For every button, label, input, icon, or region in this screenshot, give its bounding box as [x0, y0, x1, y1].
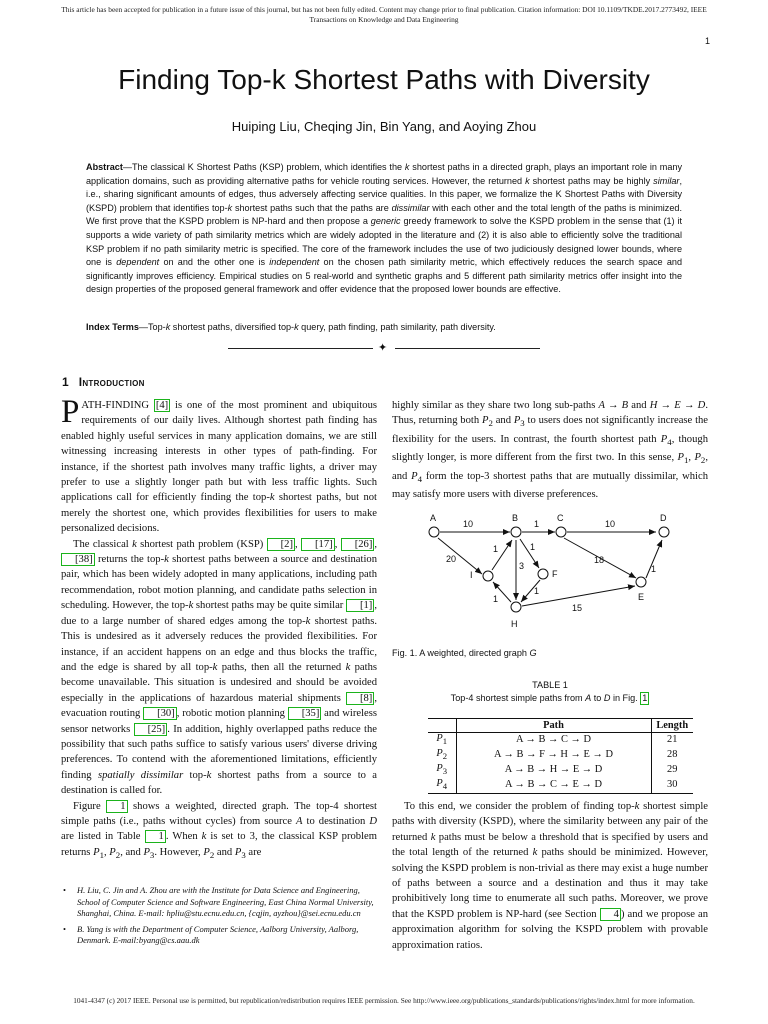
text: . However, — [154, 846, 204, 858]
text: form the top-3 shortest paths that are mutually dissimilar, which may satisfy more users with diverse preferences. — [392, 470, 708, 501]
path-cell: A → B → H → E → D — [456, 763, 651, 778]
math-var: A — [585, 693, 592, 703]
math-k: k — [345, 661, 351, 673]
text: shortest paths from a source to a destination is called for. — [61, 769, 377, 797]
text: is one of the most prominent and ubiquitous requirements of our daily lives. Although shortest path finding has enabled highly useful services in many application domains, we are still witnessing increasing interests in other types of path-finding. For instance, if the shortest path involves many traffic lights, a driver may prefer to use a slightly longer path but with less traffic lights. Such applications call for efficiently finding the top- — [61, 400, 377, 504]
edge-weight: 1 — [534, 519, 540, 529]
citation-link[interactable]: [1] — [346, 599, 374, 612]
text: shortest path problem (KSP) — [136, 538, 267, 550]
emphasis: generic — [370, 216, 401, 227]
divider-line-left — [228, 348, 373, 349]
math-subpath: A → B — [598, 400, 629, 411]
edge-weight: 3 — [519, 561, 525, 571]
node-label: H — [511, 619, 518, 629]
citation-link[interactable]: [4] — [155, 400, 169, 411]
text: , — [334, 538, 341, 550]
edge-weight: 15 — [572, 603, 583, 613]
text: , and — [392, 452, 708, 482]
edge-weight: 10 — [605, 519, 616, 529]
node-f — [538, 569, 548, 579]
math-var: G — [529, 648, 537, 658]
abstract-text: shortest paths in a directed graph, plays an important role in many application domains, such as providing alternative paths for vehicle routing services. However, the returned — [86, 162, 682, 186]
index-terms — [86, 321, 682, 334]
author-list: Huiping Liu, Cheqing Jin, Bin Yang, and Aoying Zhou — [231, 119, 537, 134]
table-caption-line — [392, 692, 708, 705]
abstract-text: —The classical K Shortest Paths (KSP) problem, which identifies the — [122, 162, 405, 172]
text: and — [492, 415, 514, 427]
length-cell: 30 — [651, 778, 693, 793]
text: , robotic motion planning — [176, 708, 288, 720]
math-k: k — [188, 600, 194, 612]
column-header — [428, 719, 456, 733]
path-id: $P_2$ — [428, 748, 456, 763]
footnote-item: • B. Yang is with the Department of Computer Science, Aalborg University, Aalborg, Denmark. E-mail:byang@cs.aau.dk — [61, 924, 377, 947]
text: and — [628, 400, 650, 411]
math-k: k — [165, 322, 171, 332]
text: are listed in Table — [61, 831, 145, 843]
section-title: Introduction — [78, 375, 145, 389]
node-label: A — [430, 513, 437, 523]
text: paths become unavailable. This situation is undesired and should be avoided especially in the applications of hazardous material shipments — [61, 661, 377, 704]
drop-cap: P — [61, 394, 80, 430]
node-e — [636, 577, 646, 587]
text: shortest paths, but not merely the shortest one, which provides flexibilities for users to make personalized decisions. — [61, 492, 378, 535]
paragraph: Figure 1 shows a weighted, directed graph. The top-4 shortest simple paths (i.e., paths without cycles) from source A to destination D are listed in Table 1 . When k is set to 3, the classical KSP problem returns $P_1$, $P_2$, and $P_3$. However, $P_2$ and $P_3$ are — [61, 800, 377, 860]
edge-weight: 1 — [534, 586, 540, 596]
abstract-text: shortest paths such that the paths are — [232, 202, 392, 213]
edge-weight: 20 — [446, 554, 457, 564]
index-terms-label: Index Terms — [86, 322, 139, 332]
index-terms-text: shortest paths, diversified top- — [170, 322, 295, 332]
node-h — [511, 602, 521, 612]
text: , though slightly longer, is more different from the first two. In this sense, — [392, 433, 708, 464]
path-id: $P_3$ — [428, 763, 456, 778]
text: and — [214, 846, 235, 858]
figure-link[interactable]: 1 — [106, 800, 127, 813]
caption-text: Fig. 1. A weighted, directed graph — [392, 648, 530, 658]
node-label: C — [557, 513, 564, 523]
section-link[interactable]: 4 — [600, 908, 621, 921]
edge-weight: 1 — [530, 542, 536, 552]
abstract-text: , i.e., sharing significant amounts of edges, thus adversely affecting service qualities. In this paper, we formalize the K Shortest Paths with Diversity (KSPD) problem that identifies top- — [86, 175, 682, 213]
emphasis: dependent — [116, 257, 160, 268]
text: shortest simple paths with diversity (KSPD), where the similarity between any pair of the returned — [392, 801, 708, 843]
math-k: k — [269, 492, 275, 504]
table-row — [428, 763, 693, 778]
figure-caption — [392, 648, 537, 658]
citation-link[interactable]: [30] — [143, 707, 177, 720]
section-divider — [228, 342, 540, 354]
abstract-label: Abstract — [86, 162, 123, 172]
path-id: $P_1$ — [428, 733, 456, 748]
right-column-lower — [392, 799, 708, 953]
copyright-footer: 1041-4347 (c) 2017 IEEE. Personal use is permitted, but republication/redistribution requires IEEE permission. See http://www.ieee.org/publications_standards/publications/rights/index.html for more information. — [73, 996, 695, 1005]
journal-notice-line1: This article has been accepted for publication in a future issue of this journal, but has not been fully edited. Content may change prior to final publication. Citation information: DOI 10.1109/TKDE.2017.2773492, IEEE — [61, 5, 707, 14]
math-k: k — [305, 615, 311, 627]
caption-text: to — [591, 693, 604, 703]
abstract-text: with each other and the total length of the paths is minimized. We first prove that the KSPD problem is NP-hard and then propose a — [86, 202, 682, 227]
table-link[interactable]: 1 — [145, 830, 166, 843]
node-label: B — [512, 513, 519, 523]
table-row — [428, 748, 693, 763]
text: . In addition, highly overlapped paths reduce the possibility that such paths suffice to satisfy various users' diverse driving preferences. To contend with the aforementioned limitations, efficiently finding — [61, 723, 377, 781]
citation-link[interactable]: [2] — [267, 538, 295, 551]
node-label: I — [470, 570, 473, 580]
text: and wireless sensor networks — [61, 708, 377, 735]
math-k: k — [206, 769, 212, 781]
paths-table — [428, 718, 693, 794]
text: are — [245, 846, 262, 858]
math-k: k — [404, 162, 410, 172]
text: . When — [165, 831, 202, 843]
text: . Thus, returning both — [392, 400, 708, 427]
edge-weight: 1 — [493, 594, 499, 604]
text: paths, then all the returned — [217, 661, 346, 673]
text: , evacuation routing — [61, 692, 377, 720]
citation-link[interactable]: [17] — [301, 538, 335, 551]
citation-link[interactable]: [35] — [288, 707, 322, 720]
page-number: 1 — [704, 36, 710, 46]
math-var: D — [369, 815, 377, 827]
text: shortest paths may be quite similar — [193, 600, 346, 612]
text: to users does not significantly increase the flexibility for the users. In contrast, the fourth shortest path — [392, 415, 709, 445]
paragraph — [61, 394, 378, 537]
path-cell: A → B → F → H → E → D — [456, 748, 651, 763]
text: , and — [120, 846, 144, 858]
edge-weight: 10 — [463, 519, 474, 529]
edge-weight: 1 — [651, 564, 657, 574]
footnote-item: • H. Liu, C. Jin and A. Zhou are with the Institute for Data Science and Engineering, School of Computer Science and Software Engineering, East China Normal University, Shanghai, China. E-mail: hpliu@stu.ecnu.edu.cn, {cqjin, ayzhou}@sei.ecnu.edu.cn — [61, 885, 377, 920]
author-footnotes — [61, 885, 377, 951]
emphasis: independent — [269, 257, 320, 268]
edge-weight: 1 — [493, 544, 499, 554]
text: ATH-FINDING — [81, 400, 154, 411]
text: , — [295, 538, 302, 550]
table-row — [428, 733, 693, 748]
text: ) and we propose an approximation algorithm for solving the KSPD problem with provable approximation ratios. — [392, 908, 708, 951]
table-header-row — [428, 719, 693, 733]
text: shortest paths. This is undesired as it adversely reduces the provided flexibilities. For instance, if an accident happens on an edge and thus blocks the traffic, and the edge is shared by all top- — [61, 615, 377, 673]
journal-notice-line2: Transactions on Knowledge and Data Engineering — [309, 15, 459, 24]
length-cell: 29 — [667, 763, 678, 775]
citation-link[interactable]: [26] — [341, 538, 375, 551]
node-d — [659, 527, 669, 537]
caption-text: Top-4 shortest simple paths from — [450, 693, 586, 703]
paragraph — [61, 537, 377, 799]
abstract-text: on and the other one is — [159, 257, 270, 268]
path-cell: A → B → C → E → D — [456, 778, 651, 793]
divider-diamond-icon: ✦ — [378, 342, 388, 354]
node-label: D — [660, 513, 667, 523]
index-terms-text: query, path finding, path similarity, path diversity. — [298, 322, 496, 332]
emphasis: dissimilar — [391, 202, 430, 213]
math-k: k — [227, 202, 233, 213]
abstract — [86, 161, 682, 297]
math-subpath: H → E → D — [649, 400, 706, 411]
figure-link[interactable]: 1 — [642, 693, 648, 703]
math-k: k — [525, 175, 530, 186]
path-id: $P_4$ — [428, 778, 456, 793]
graph-svg — [400, 510, 700, 635]
node-a — [429, 527, 439, 537]
emphasis: spatially dissimilar — [97, 769, 184, 781]
edge-a-i — [438, 538, 482, 574]
math-k: k — [430, 831, 436, 843]
math-k: k — [634, 801, 640, 812]
math-k: k — [294, 322, 299, 332]
node-label: F — [552, 569, 558, 579]
math-path: P — [93, 846, 100, 858]
column-header: Path — [456, 719, 651, 733]
text: returns the top- — [94, 554, 165, 566]
math-k: k — [201, 831, 207, 843]
paragraph — [392, 799, 708, 953]
emphasis: similar — [653, 175, 680, 186]
text: paths should be minimized. However, solving the KSPD problem is non-trivial as there may exist a huge number of paths between a source and a destination and thus it may take prohibitively long time to enumerate all such paths. Moreover, we prove that the KSPD problem is NP-hard (see Section — [392, 847, 708, 920]
text: is set to 3, the classical KSP problem returns — [61, 831, 377, 858]
math-var: D — [603, 693, 611, 703]
text: highly similar as they share two long sub-paths — [392, 400, 599, 411]
citation-link[interactable]: [8] — [346, 692, 374, 705]
node-label: E — [638, 592, 645, 602]
abstract-text: on the chosen path similarity metric, which effectively reduces the search space and significantly improves efficiency. Empirical studies on 5 real-world and synthetic graphs and 5 different path similarity metrics offer insight into the design properties of the proposed general framework and offer evidence that the proposed lower bounds are effective. — [86, 257, 683, 295]
text: shows a weighted, directed graph. The top-4 shortest simple paths (i.e., paths without cycles) from source — [61, 800, 377, 827]
text: Figure — [73, 800, 107, 812]
length-cell: 21 — [667, 734, 678, 746]
journal-notice — [0, 5, 768, 25]
text: top- — [183, 769, 207, 781]
caption-text: in Fig. — [610, 693, 641, 703]
text: , — [688, 452, 695, 464]
left-column — [61, 394, 378, 863]
right-column — [392, 398, 708, 503]
figure-graph — [400, 510, 700, 635]
text: To this end, we consider the problem of finding top- — [404, 801, 635, 812]
table-caption — [392, 679, 708, 705]
node-b — [511, 527, 521, 537]
node-i — [483, 571, 493, 581]
text: The classical — [73, 538, 133, 550]
citation-link[interactable]: [38] — [61, 553, 95, 566]
text: , — [374, 538, 378, 550]
table-label: TABLE 1 — [532, 680, 568, 690]
math-var: A — [296, 815, 303, 827]
table-row — [428, 778, 693, 793]
section-heading — [62, 375, 145, 389]
edge-weight: 18 — [594, 555, 605, 565]
math-k: k — [532, 847, 538, 859]
text: , due to a large number of shared edges among the top- — [61, 600, 377, 627]
text: to destination — [302, 815, 370, 827]
index-terms-text: —Top- — [138, 322, 166, 332]
length-cell: 28 — [667, 748, 678, 760]
path-cell: A → B → C → D — [456, 733, 651, 748]
text: shortest paths between a source and destination pair, which has been widely adopted in many applications, including path recommendation, robot motion planning, and candidate paths selection in scheduling. However, the top- — [61, 554, 377, 612]
abstract-text: shortest paths may be highly — [529, 175, 654, 186]
column-header: Length — [651, 719, 693, 733]
math-k: k — [164, 554, 169, 566]
divider-line-right — [395, 348, 540, 349]
citation-link[interactable]: [25] — [134, 723, 168, 736]
abstract-text: greedy framework to solve the KSPD problem in the sense that (1) it supports a wide variety of path similarity metrics which are widely adopted in the literature and (2) it is also able to efficiently solve the traditional KSP problem if no path similarity metric is specified. The core of the framework includes the use of two judiciously designed lower bounds, where one is — [86, 216, 682, 268]
node-c — [556, 527, 566, 537]
paragraph: highly similar as they share two long sub-paths A → B and H → E → D. Thus, returning both $P_2$ and $P_3$ to users does not significantly increase the flexibility for the users. In contrast, the fourth shortest path $P_4$, though slightly longer, is more different from the first two. In this sense, $P_1$, $P_2$, and $P_4$ form the top-3 shortest paths that are mutually dissimilar, which may satisfy more users with diverse preferences. — [392, 400, 709, 501]
paper-title: Finding Top-k Shortest Paths with Diversity — [118, 64, 650, 95]
section-number: 1 — [62, 375, 69, 389]
math-k: k — [212, 661, 218, 673]
math-k: k — [132, 538, 137, 550]
text: , — [103, 846, 110, 858]
text: paths must be below a threshold that is specified by users and the total length of the returned — [392, 831, 708, 859]
